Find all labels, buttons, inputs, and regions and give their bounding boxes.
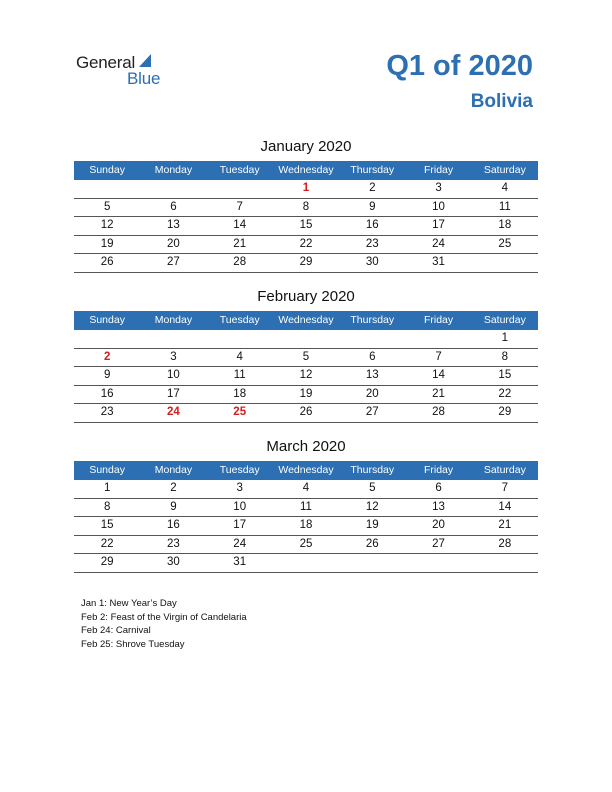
- day-cell: 28: [233, 256, 247, 268]
- weekday-header-row: [74, 461, 538, 480]
- empty-day-cell: [140, 330, 206, 348]
- day-cell: 27: [365, 406, 379, 418]
- day-cell: 8: [103, 500, 111, 513]
- day-cell: 13: [432, 500, 445, 513]
- empty-day-cell: [405, 330, 471, 348]
- holiday-list: [81, 597, 247, 651]
- day-cell: 26: [100, 256, 114, 268]
- day-cell: 6: [435, 482, 442, 494]
- day-cell: 22: [498, 387, 512, 400]
- day-cell: 5: [369, 482, 376, 494]
- day-cell: 25: [299, 537, 313, 550]
- day-cell: 4: [501, 182, 509, 194]
- day-cell: 17: [233, 519, 247, 531]
- empty-day-cell: [339, 554, 405, 572]
- day-cell: 10: [432, 200, 445, 213]
- empty-day-cell: [273, 554, 339, 572]
- weekday-label: Tuesday: [219, 314, 260, 326]
- day-cell: 25: [498, 237, 512, 250]
- day-cell: 11: [498, 200, 511, 213]
- day-cell: 14: [498, 500, 512, 513]
- day-cell: 22: [100, 537, 114, 550]
- day-cell: 2: [170, 482, 177, 494]
- week-row: [74, 330, 538, 349]
- day-cell: 21: [432, 387, 445, 400]
- weekday-header-row: [74, 161, 538, 180]
- weekday-label: Wednesday: [278, 464, 334, 476]
- month-title: February 2020: [257, 288, 355, 305]
- day-cell: 6: [369, 350, 376, 363]
- logo-triangle-icon: [139, 54, 151, 67]
- day-cell: 23: [167, 537, 180, 550]
- weekday-label: Thursday: [350, 164, 395, 176]
- week-row: [74, 480, 538, 499]
- day-cell: 5: [103, 200, 111, 213]
- weekday-label: Saturday: [483, 314, 526, 326]
- day-cell: 13: [365, 369, 379, 381]
- weekday-label: Monday: [154, 464, 193, 476]
- weekday-label: Tuesday: [219, 464, 260, 476]
- day-cell: 10: [167, 369, 180, 381]
- day-cell: 15: [299, 219, 313, 231]
- day-cell: 14: [233, 219, 247, 231]
- month-calendar-february: [74, 286, 538, 423]
- empty-day-cell: [472, 254, 538, 272]
- weekday-label: Friday: [423, 314, 454, 326]
- empty-day-cell: [273, 330, 339, 348]
- weekday-label: Thursday: [350, 464, 395, 476]
- empty-day-cell: [140, 180, 206, 198]
- day-cell: 12: [100, 219, 114, 231]
- day-cell: 31: [432, 256, 445, 268]
- day-cell: 3: [170, 350, 177, 363]
- month-title: January 2020: [260, 138, 352, 155]
- weekday-label: Sunday: [89, 314, 125, 326]
- day-cell: 30: [365, 256, 379, 268]
- day-cell: 7: [501, 482, 509, 494]
- day-cell: 24: [233, 537, 247, 550]
- weekday-label: Monday: [154, 164, 193, 176]
- empty-day-cell: [472, 554, 538, 572]
- holiday-day-cell: 24: [167, 406, 180, 418]
- weekday-label: Sunday: [89, 464, 125, 476]
- week-row: [74, 367, 538, 386]
- day-cell: 28: [432, 406, 445, 418]
- month-title: March 2020: [266, 438, 346, 455]
- week-row: [74, 180, 538, 199]
- holiday-day-cell: 2: [103, 350, 111, 363]
- day-cell: 24: [432, 237, 445, 250]
- day-cell: 1: [103, 482, 111, 494]
- day-cell: 9: [103, 369, 111, 381]
- week-row: [74, 199, 538, 218]
- week-row: [74, 536, 538, 555]
- day-cell: 23: [365, 237, 379, 250]
- day-cell: 16: [365, 219, 379, 231]
- day-cell: 20: [432, 519, 445, 531]
- day-cell: 21: [498, 519, 512, 531]
- generalblue-logo: [76, 53, 176, 87]
- month-calendar-march: [74, 436, 538, 573]
- day-cell: 20: [365, 387, 379, 400]
- day-cell: 4: [302, 482, 310, 494]
- country-name: Bolivia: [470, 91, 533, 112]
- weekday-label: Sunday: [89, 164, 125, 176]
- week-row: [74, 386, 538, 405]
- day-cell: 26: [299, 406, 313, 418]
- holiday-day-cell: 25: [233, 406, 247, 418]
- holiday-day-cell: 1: [302, 182, 310, 194]
- week-row: [74, 517, 538, 536]
- weekday-label: Saturday: [483, 464, 526, 476]
- empty-day-cell: [74, 330, 140, 348]
- day-cell: 22: [299, 237, 313, 250]
- day-cell: 18: [498, 219, 512, 231]
- day-cell: 14: [432, 369, 445, 381]
- day-cell: 28: [498, 537, 512, 550]
- day-cell: 11: [233, 369, 246, 381]
- day-cell: 15: [100, 519, 114, 531]
- holiday-entry: Feb 25: Shrove Tuesday: [81, 638, 185, 650]
- day-cell: 17: [432, 219, 445, 231]
- day-cell: 3: [236, 482, 243, 494]
- week-row: [74, 554, 538, 573]
- holiday-entry: Feb 2: Feast of the Virgin of Candelaria: [81, 611, 247, 623]
- day-cell: 11: [300, 500, 312, 513]
- day-cell: 2: [369, 182, 376, 194]
- weekday-label: Thursday: [350, 314, 395, 326]
- day-cell: 16: [167, 519, 180, 531]
- day-cell: 27: [432, 537, 445, 550]
- day-cell: 4: [236, 350, 243, 363]
- weekday-label: Friday: [423, 164, 454, 176]
- weekday-header-row: [74, 311, 538, 330]
- day-cell: 3: [435, 182, 442, 194]
- day-cell: 1: [501, 332, 509, 344]
- day-cell: 19: [100, 237, 114, 250]
- week-row: [74, 349, 538, 368]
- day-cell: 13: [167, 219, 180, 231]
- day-cell: 21: [233, 237, 247, 250]
- week-row: [74, 254, 538, 273]
- day-cell: 16: [100, 387, 114, 400]
- empty-day-cell: [405, 554, 471, 572]
- day-cell: 29: [100, 556, 114, 568]
- day-cell: 15: [498, 369, 512, 381]
- logo-text-blue: Blue: [127, 69, 161, 88]
- day-cell: 9: [369, 200, 376, 213]
- page-title: Q1 of 2020: [386, 50, 533, 82]
- day-cell: 8: [501, 350, 509, 363]
- day-cell: 17: [167, 387, 180, 400]
- week-row: [74, 499, 538, 518]
- weekday-label: Wednesday: [278, 314, 334, 326]
- day-cell: 18: [233, 387, 247, 400]
- week-row: [74, 236, 538, 255]
- logo-text-general: General: [76, 53, 136, 72]
- day-cell: 12: [365, 500, 379, 513]
- holiday-entry: Feb 24: Carnival: [81, 625, 151, 636]
- weekday-label: Wednesday: [278, 164, 334, 176]
- day-cell: 31: [233, 556, 247, 568]
- day-cell: 19: [299, 387, 313, 400]
- holiday-entry: Jan 1: New Year’s Day: [81, 598, 177, 609]
- month-calendar-january: [74, 136, 538, 273]
- day-cell: 29: [498, 406, 512, 418]
- day-cell: 29: [299, 256, 313, 268]
- day-cell: 7: [435, 350, 442, 363]
- day-cell: 27: [167, 256, 180, 268]
- day-cell: 6: [170, 200, 177, 213]
- weekday-label: Saturday: [483, 164, 526, 176]
- empty-day-cell: [207, 180, 273, 198]
- empty-day-cell: [74, 180, 140, 198]
- weekday-label: Tuesday: [219, 164, 260, 176]
- day-cell: 10: [233, 500, 247, 513]
- day-cell: 26: [365, 537, 379, 550]
- day-cell: 8: [302, 200, 310, 213]
- day-cell: 30: [167, 556, 180, 568]
- day-cell: 12: [299, 369, 313, 381]
- day-cell: 23: [100, 406, 114, 418]
- day-cell: 7: [236, 200, 243, 213]
- day-cell: 20: [167, 237, 180, 250]
- week-row: [74, 404, 538, 423]
- weekday-label: Monday: [154, 314, 193, 326]
- empty-day-cell: [339, 330, 405, 348]
- day-cell: 18: [299, 519, 313, 531]
- weekday-label: Friday: [423, 464, 454, 476]
- week-row: [74, 217, 538, 236]
- empty-day-cell: [207, 330, 273, 348]
- day-cell: 19: [365, 519, 379, 531]
- day-cell: 9: [170, 500, 177, 513]
- day-cell: 5: [302, 350, 310, 363]
